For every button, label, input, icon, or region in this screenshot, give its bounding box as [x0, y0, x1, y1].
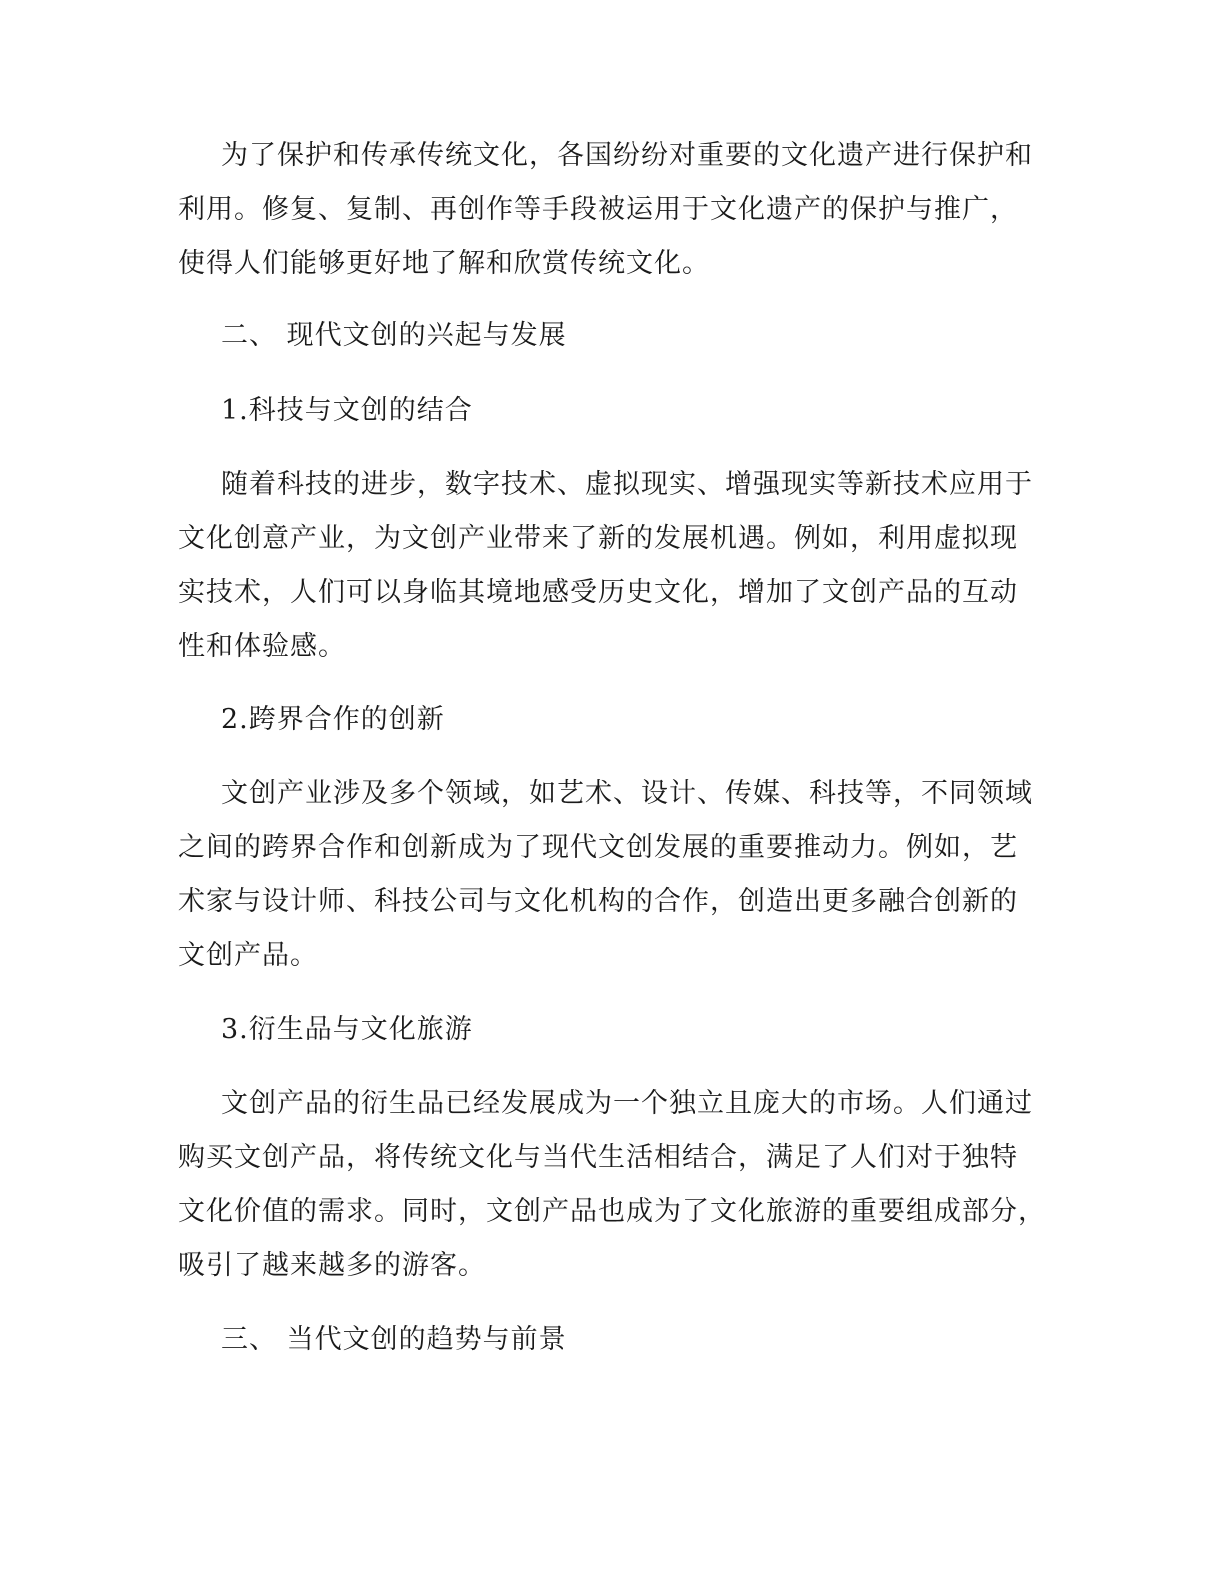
paragraph-3-line-1: 文创产业涉及多个领域，如艺术、设计、传媒、科技等，不同领域	[221, 778, 1033, 809]
subheading-1: 1.科技与文创的结合	[221, 395, 473, 426]
paragraph-4-line-1: 文创产品的衍生品已经发展成为一个独立且庞大的市场。人们通过	[221, 1088, 1033, 1119]
paragraph-1-line-1: 为了保护和传承传统文化，各国纷纷对重要的文化遗产进行保护和	[221, 140, 1033, 171]
paragraph-4-line-3: 文化价值的需求。同时，文创产品也成为了文化旅游的重要组成部分，	[178, 1196, 1046, 1227]
paragraph-1-line-2: 利用。修复、复制、再创作等手段被运用于文化遗产的保护与推广，	[178, 194, 1018, 225]
paragraph-3-line-2: 之间的跨界合作和创新成为了现代文创发展的重要推动力。例如，艺	[178, 832, 1018, 863]
paragraph-4-line-4: 吸引了越来越多的游客。	[178, 1250, 486, 1281]
paragraph-3-line-3: 术家与设计师、科技公司与文化机构的合作，创造出更多融合创新的	[178, 886, 1018, 917]
paragraph-1-line-3: 使得人们能够更好地了解和欣赏传统文化。	[178, 248, 710, 279]
subheading-2: 2.跨界合作的创新	[221, 704, 445, 735]
paragraph-2-line-3: 实技术，人们可以身临其境地感受历史文化，增加了文创产品的互动	[178, 577, 1018, 608]
paragraph-3-line-4: 文创产品。	[178, 940, 318, 971]
paragraph-2-line-4: 性和体验感。	[178, 631, 346, 662]
section-heading-3: 三、 当代文创的趋势与前景	[221, 1324, 567, 1355]
section-heading-2: 二、 现代文创的兴起与发展	[221, 320, 567, 351]
paragraph-2-line-1: 随着科技的进步，数字技术、虚拟现实、增强现实等新技术应用于	[221, 469, 1033, 500]
paragraph-2-line-2: 文化创意产业，为文创产业带来了新的发展机遇。例如，利用虚拟现	[178, 523, 1018, 554]
subheading-3: 3.衍生品与文化旅游	[221, 1014, 473, 1045]
paragraph-4-line-2: 购买文创产品，将传统文化与当代生活相结合，满足了人们对于独特	[178, 1142, 1018, 1173]
